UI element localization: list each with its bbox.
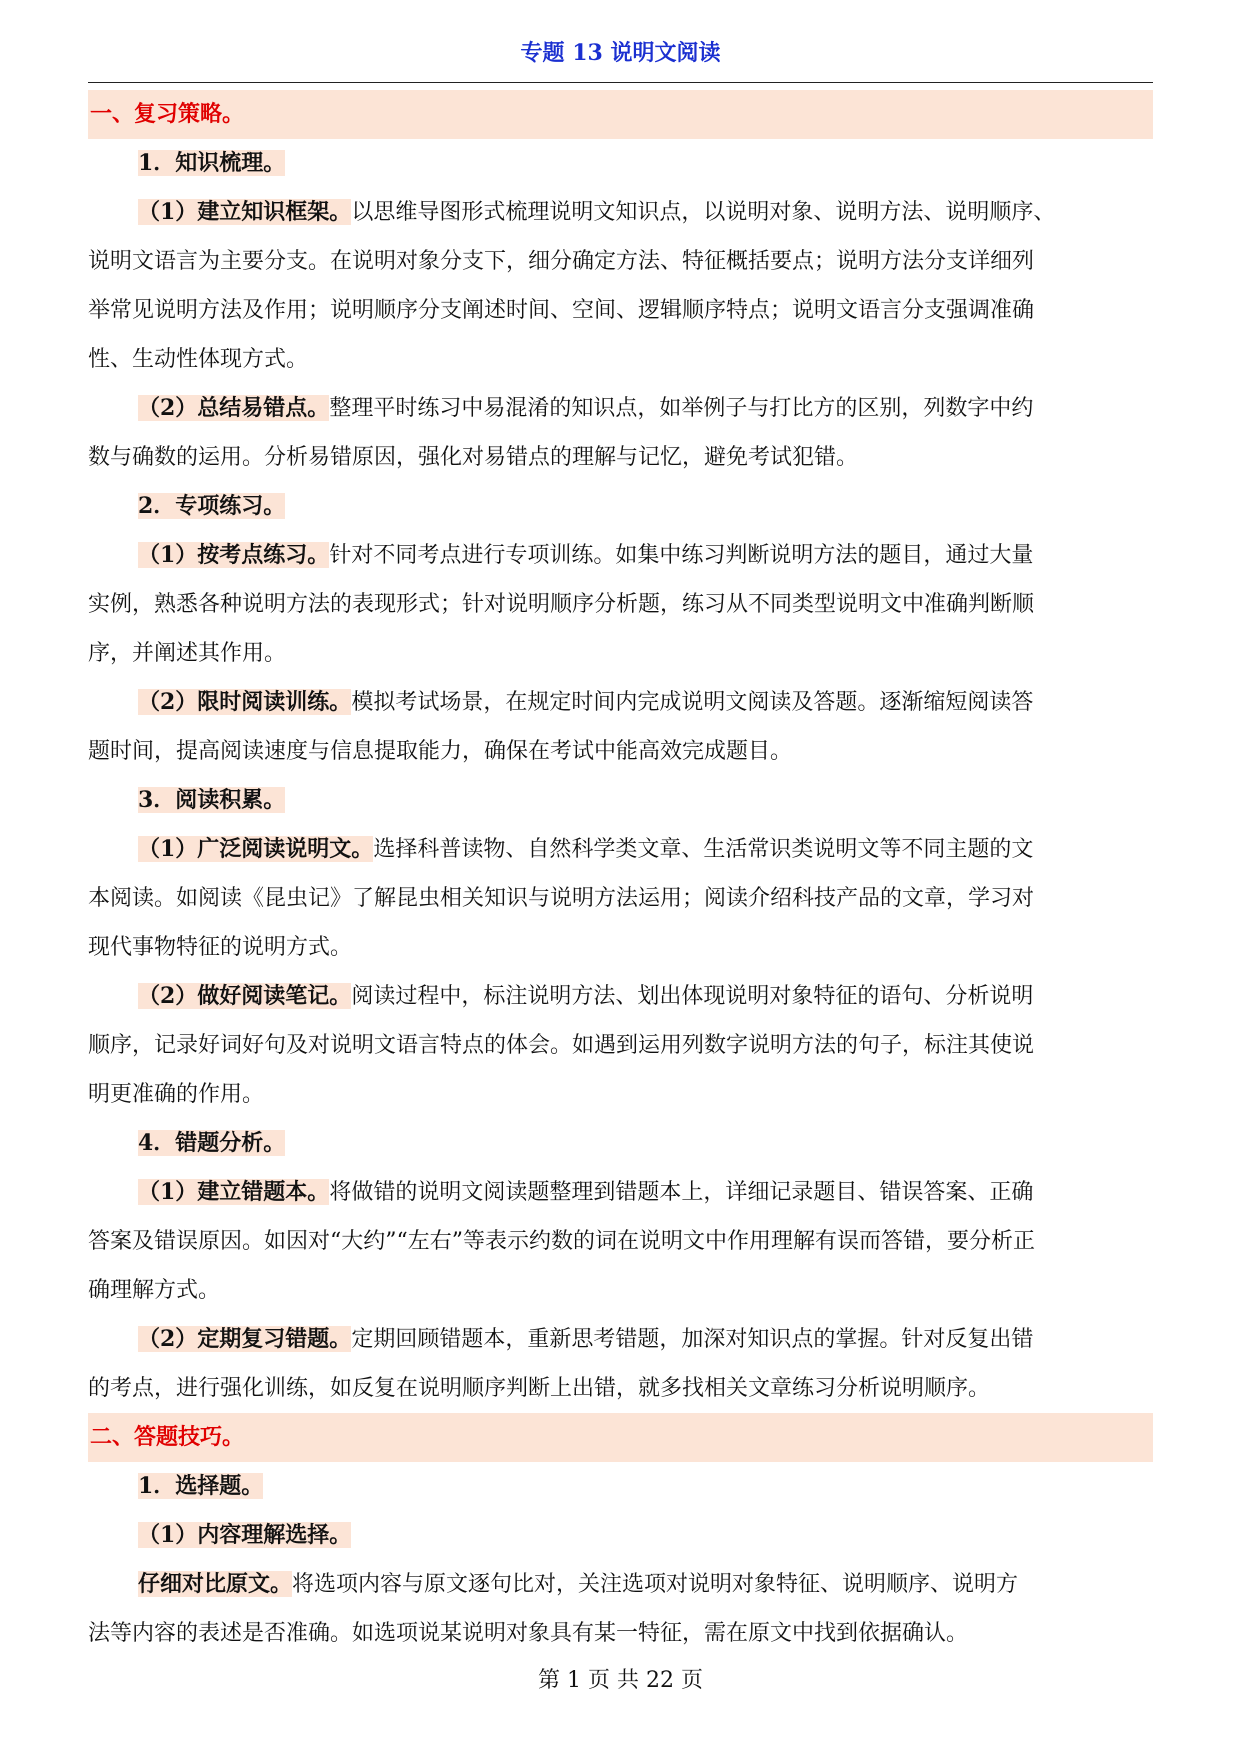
main-content (88, 90, 1153, 1658)
paragraph-line: 举常见说明方法及作用；说明顺序分支阐述时间、空间、逻辑顺序特点；说明文语言分支强调准确 (88, 298, 1035, 323)
paragraph-line: 题时间，提高阅读速度与信息提取能力，确保在考试中能高效完成题目。 (88, 739, 793, 764)
paragraph-line: （1）按考点练习。针对不同考点进行专项训练。如集中练习判断说明方法的题目，通过大量 (138, 542, 1034, 568)
paragraph-line: （1）广泛阅读说明文。选择科普读物、自然科学类文章、生活常识类说明文等不同主题的文 (138, 836, 1034, 862)
paragraph-label: （2）做好阅读笔记。 (138, 983, 352, 1009)
paragraph-line: 明更准确的作用。 (88, 1082, 265, 1107)
page-footer-number: 第 1 页 共 22 页 (538, 1668, 703, 1693)
paragraph-line: 现代事物特征的说明方式。 (88, 935, 353, 960)
subheading-content-understanding: （1）内容理解选择。 (138, 1522, 352, 1548)
paragraph-line: 数与确数的运用。分析易错原因，强化对易错点的理解与记忆，避免考试犯错。 (88, 445, 859, 470)
subheading-reading-accumulation: 3．阅读积累。 (138, 787, 286, 813)
subheading-knowledge-organization: 1．知识梳理。 (138, 150, 286, 176)
section-heading-answer-skills: 二、答题技巧。 (88, 1413, 1153, 1462)
paragraph-line: 实例，熟悉各种说明方法的表现形式；针对说明顺序分析题，练习从不同类型说明文中准确判断顺 (88, 592, 1035, 617)
subheading-multiple-choice: 1．选择题。 (138, 1473, 264, 1499)
paragraph-line: 法等内容的表述是否准确。如选项说某说明对象具有某一特征，需在原文中找到依据确认。 (88, 1621, 969, 1646)
paragraph-label: （1）按考点练习。 (138, 542, 330, 568)
paragraph-label: 仔细对比原文。 (138, 1571, 293, 1597)
paragraph-label: （1）广泛阅读说明文。 (138, 836, 374, 862)
paragraph-label: （2）定期复习错题。 (138, 1326, 352, 1352)
paragraph-line: （1）建立错题本。将做错的说明文阅读题整理到错题本上，详细记录题目、错误答案、正确 (138, 1179, 1034, 1205)
section-heading-review-strategy: 一、复习策略。 (88, 90, 1153, 139)
paragraph-line: 答案及错误原因。如因对“大约”“左右”等表示约数的词在说明文中作用理解有误而答错，要分析正 (88, 1229, 1035, 1254)
paragraph-line: （2）做好阅读笔记。阅读过程中，标注说明方法、划出体现说明对象特征的语句、分析说明 (138, 983, 1034, 1009)
paragraph-line: 确理解方式。 (88, 1278, 221, 1303)
paragraph-label: （1）建立错题本。 (138, 1179, 330, 1205)
paragraph-line: 本阅读。如阅读《昆虫记》了解昆虫相关知识与说明方法运用；阅读介绍科技产品的文章，学习对 (88, 886, 1035, 911)
paragraph-line: （2）限时阅读训练。模拟考试场景，在规定时间内完成说明文阅读及答题。逐渐缩短阅读答 (138, 689, 1034, 715)
subheading-special-practice: 2．专项练习。 (138, 493, 286, 519)
paragraph-line: （1）建立知识框架。以思维导图形式梳理说明文知识点，以说明对象、说明方法、说明顺序、 (138, 199, 1056, 225)
page-header-title: 专题 13 说明文阅读 (520, 40, 721, 66)
paragraph-line: （2）定期复习错题。定期回顾错题本，重新思考错题，加深对知识点的掌握。针对反复出错 (138, 1326, 1034, 1352)
paragraph-line: 说明文语言为主要分支。在说明对象分支下，细分确定方法、特征概括要点；说明方法分支详细列 (88, 249, 1035, 274)
paragraph-line: 性、生动性体现方式。 (88, 347, 309, 372)
paragraph-line: 序，并阐述其作用。 (88, 641, 287, 666)
paragraph-line: 仔细对比原文。将选项内容与原文逐句比对，关注选项对说明对象特征、说明顺序、说明方 (138, 1571, 1019, 1597)
paragraph-label: （2）限时阅读训练。 (138, 689, 352, 715)
paragraph-line: （2）总结易错点。整理平时练习中易混淆的知识点，如举例子与打比方的区别，列数字中约 (138, 395, 1034, 421)
paragraph-line: 的考点，进行强化训练，如反复在说明顺序判断上出错，就多找相关文章练习分析说明顺序。 (88, 1376, 991, 1401)
paragraph-label: （1）建立知识框架。 (138, 199, 352, 225)
header-rule (88, 82, 1153, 83)
paragraph-line: 顺序，记录好词好句及对说明文语言特点的体会。如遇到运用列数字说明方法的句子，标注其使说 (88, 1033, 1035, 1058)
subheading-error-analysis: 4．错题分析。 (138, 1130, 286, 1156)
paragraph-label: （2）总结易错点。 (138, 395, 330, 421)
